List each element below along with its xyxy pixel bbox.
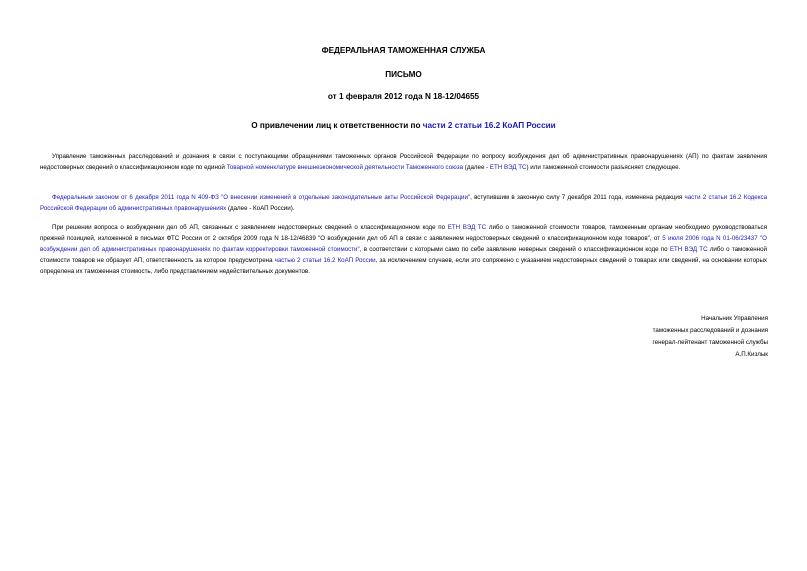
link-tn-ved[interactable]: Товарной номенклатуре внешнеэкономической деятельности Таможенного союза [226, 164, 464, 171]
p1-text-1: Управление таможенных расследований и дознания в связи с поступающими обращениями таможенных органов Российской Федерации по вопросу возбуждения дел об административных правонарушениях (АП) по фактам заявления недостоверных сведений о классификационном коде по единой [40, 153, 767, 171]
p1-text-3: ) или таможенной стоимости разъясняет следующее. [526, 164, 681, 171]
link-etn-ved[interactable]: ЕТН ВЭД ТС [489, 164, 527, 171]
document-date-number: от 1 февраля 2012 года N 18-12/04655 [327, 92, 480, 101]
p2-text-2: (далее - КоАП России). [226, 205, 295, 212]
link-etn-ved-3[interactable]: ЕТН ВЭД ТС [669, 246, 708, 253]
document-type: ПИСЬМО [385, 70, 422, 79]
p3-text-2: либо о таможенной стоимости товаров, таможенным органам необходимо руководствоваться прежней позицией, изложенной в письмах ФТС России от 2 октября 2009 года N 18-12/46839 "О возбуждении дел об АП в связи с заявлением недостоверных сведений о классификационном коде товаров", от [40, 224, 767, 242]
p3-text-4: либо о таможенной стоимости товаров не образует АП, ответственность за которое предусмотрена [40, 246, 767, 264]
link-letter-2006[interactable]: 5 июля 2006 года N 01-06/23437 "О возбуждении дел об административных правонарушениях по фактам корректировки таможенной стоимости" [40, 235, 767, 253]
signature-name: А.П.Кизлык [735, 351, 768, 358]
signature-rank: генерал-лейтенант таможенной службы [652, 339, 768, 346]
p3-text-3: , в соответствии с которыми само по себе заявление неверных сведений о классификационном коде по [359, 246, 670, 253]
signature-position: Начальник Управления [701, 315, 768, 322]
paragraph-2 [40, 192, 767, 214]
paragraph-3 [40, 222, 767, 277]
link-federal-law-409[interactable]: Федеральным законом от 6 декабря 2011 года N 409-ФЗ "О внесении изменений в отдельные законодательные акты Российской Федерации" [52, 194, 471, 201]
organization-title: ФЕДЕРАЛЬНАЯ ТАМОЖЕННАЯ СЛУЖБА [321, 46, 486, 55]
signature-department: таможенных расследований и дознания [652, 327, 768, 334]
paragraph-1 [40, 151, 767, 173]
link-etn-ved-2[interactable]: ЕТН ВЭД ТС [447, 224, 487, 231]
signature-block [653, 313, 768, 361]
link-koap-16-2[interactable]: части 2 статьи 16.2 Кодекса Российской Федерации об административных правонарушениях [40, 194, 768, 212]
p1-text-2: (далее - [463, 164, 490, 171]
subject-link-koap[interactable]: части 2 статьи 16.2 КоАП России [422, 121, 556, 130]
document-subject [0, 121, 807, 130]
link-koap-16-2-part[interactable]: частью 2 статьи 16.2 КоАП России [274, 257, 376, 264]
p3-text-1: При решении вопроса о возбуждении дел об АП, связанных с заявлением недостоверных сведений о классификационном коде по [52, 224, 448, 231]
subject-text: О привлечении лиц к ответственности по [251, 121, 423, 130]
p2-text-1: , вступившим в законную силу 7 декабря 2011 года, изменена редакция [470, 194, 685, 201]
p3-text-5: , за исключением случаев, если это сопряжено с указанием недостоверных сведений о товарах или сведений, на основании которых определена их таможенная стоимость, либо представлением недействительных документов. [40, 257, 767, 275]
